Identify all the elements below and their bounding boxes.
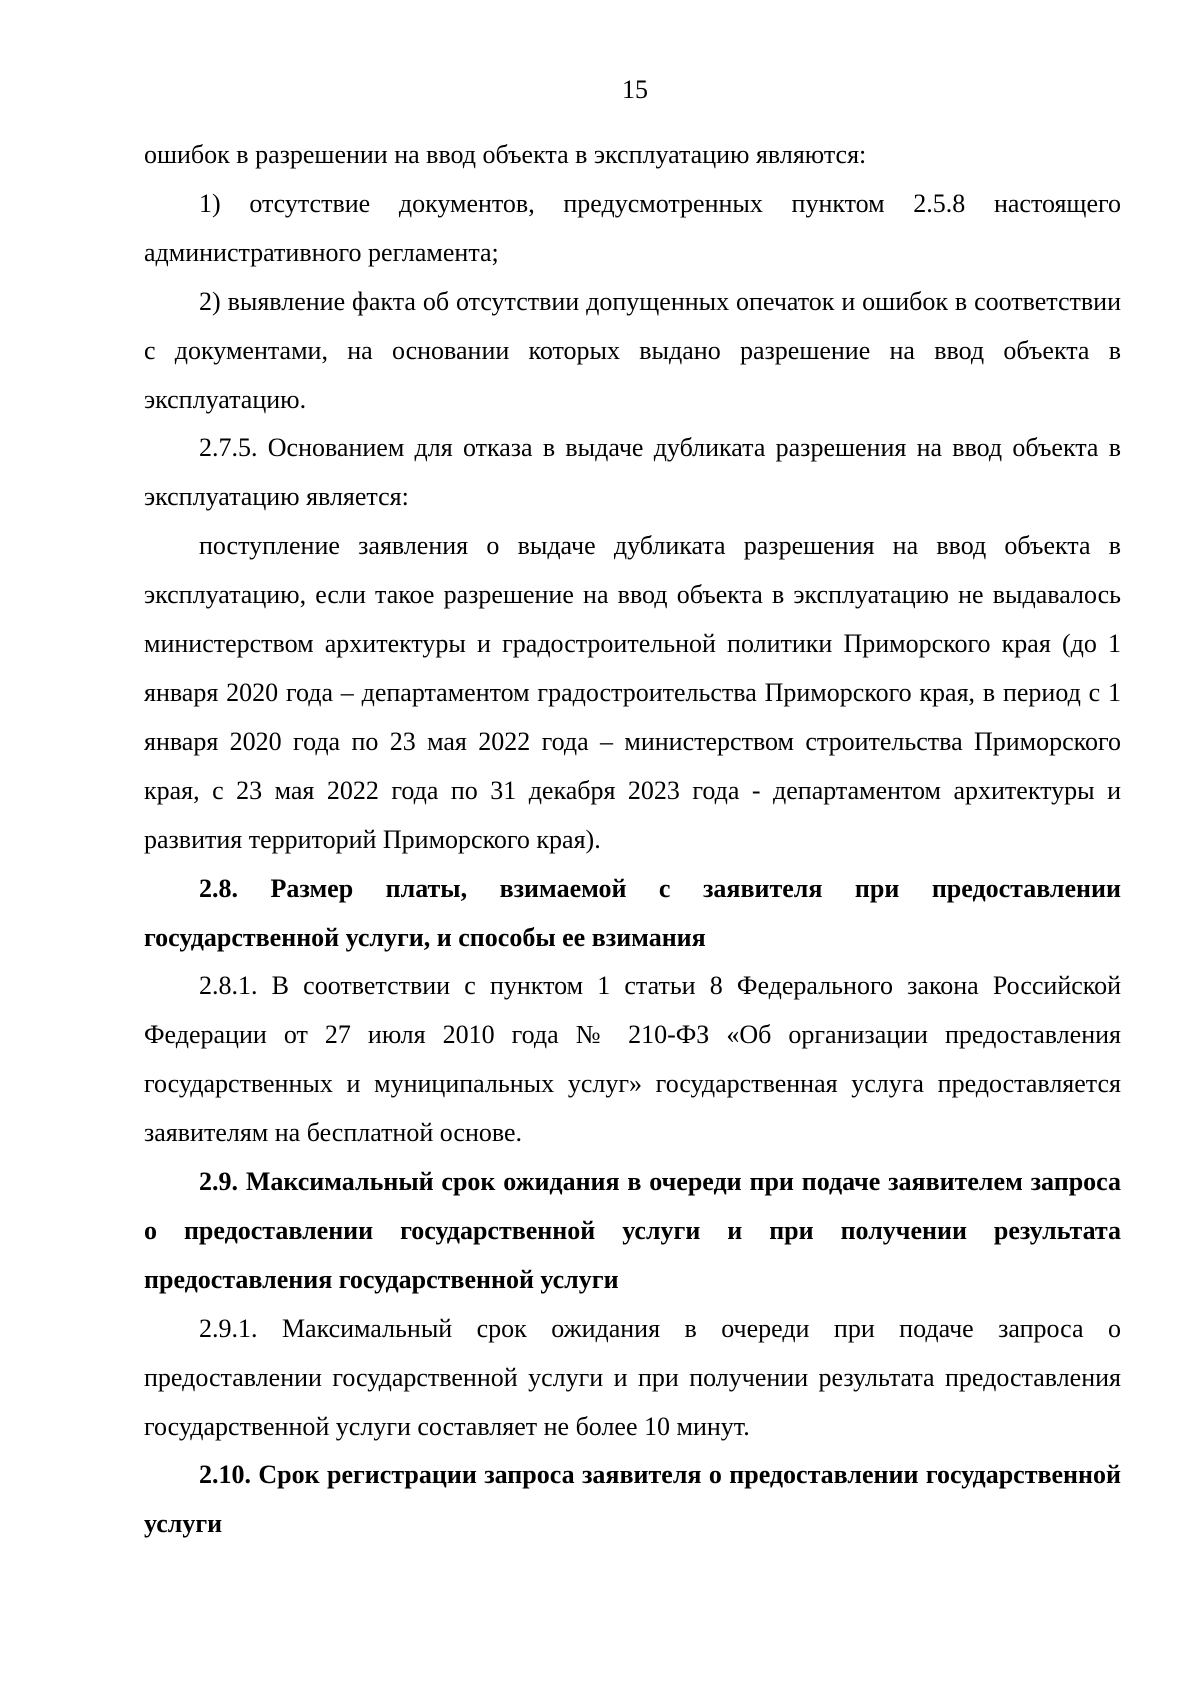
clause-number: 2.7.5. — [199, 433, 258, 463]
list-item-text: выявление факта об отсутствии допущенных опечаток и ошибок в соответствии с документами, на основании которых выдано разрешение на ввод объекта в эксплуатацию. — [144, 286, 1121, 414]
clause-2-7-5 — [144, 424, 1121, 522]
page-number: 15 — [622, 75, 648, 104]
paragraph-refusal-ground — [144, 522, 1121, 864]
section-title: Максимальный срок ожидания в очереди при подаче заявителем запроса о предоставлении государственной услуги и при получении результата предоставления государственной услуги — [144, 1167, 1122, 1294]
document-body — [144, 131, 1121, 1549]
clause-number: 2.8.1. — [199, 971, 258, 1001]
clause-text: Основанием для отказа в выдаче дубликата разрешения на ввод объекта в эксплуатацию является: — [144, 433, 1122, 512]
list-item-number: 2) — [199, 286, 221, 316]
section-heading-2-10 — [144, 1451, 1121, 1549]
section-title: Срок регистрации запроса заявителя о предоставлении государственной услуги — [144, 1460, 1121, 1539]
clause-text: В соответствии с пунктом 1 статьи 8 Федерального закона Российской Федерации от 27 июля 2010 года № 210-ФЗ «Об организации предоставления государственных и муниципальных услуг» государственная услуга предоставляется заявителям на бесплатной основе. — [144, 971, 1122, 1148]
clause-text: Максимальный срок ожидания в очереди при подаче запроса о предоставлении государственной услуги и при получении результата предоставления государственной услуги составляет не более 10 минут. — [144, 1313, 1121, 1441]
list-item-text: отсутствие документов, предусмотренных пунктом 2.5.8 настоящего административного регламента; — [144, 188, 1122, 267]
section-number: 2.9. — [199, 1167, 238, 1197]
section-heading-2-9 — [144, 1158, 1121, 1305]
section-number: 2.10. — [199, 1460, 251, 1490]
list-item-1 — [144, 180, 1121, 278]
paragraph-continuation — [144, 131, 1121, 180]
paragraph-text: поступление заявления о выдаче дубликата разрешения на ввод объекта в эксплуатацию, если такое разрешение на ввод объекта в эксплуатацию не выдавалось министерством архитектуры и градостроительной политики Приморского края (до 1 января 2020 года – департаментом градостроительства Приморского края, в период с 1 января 2020 года по 23 мая 2022 года – министерством строительства Приморского края, с 23 мая 2022 года по 31 декабря 2023 года - департаментом архитектуры и развития территорий Приморского края). — [144, 531, 1121, 854]
list-item-2 — [144, 278, 1121, 425]
clause-number: 2.9.1. — [199, 1313, 258, 1343]
paragraph-text: ошибок в разрешении на ввод объекта в эксплуатацию являются: — [144, 140, 867, 169]
clause-2-9-1 — [144, 1305, 1121, 1452]
section-title: Размер платы, взимаемой с заявителя при предоставлении государственной услуги, и способы ее взимания — [144, 873, 1121, 952]
section-heading-2-8 — [144, 865, 1121, 963]
clause-2-8-1 — [144, 962, 1121, 1158]
list-item-number: 1) — [199, 188, 221, 218]
section-number: 2.8. — [199, 873, 238, 903]
